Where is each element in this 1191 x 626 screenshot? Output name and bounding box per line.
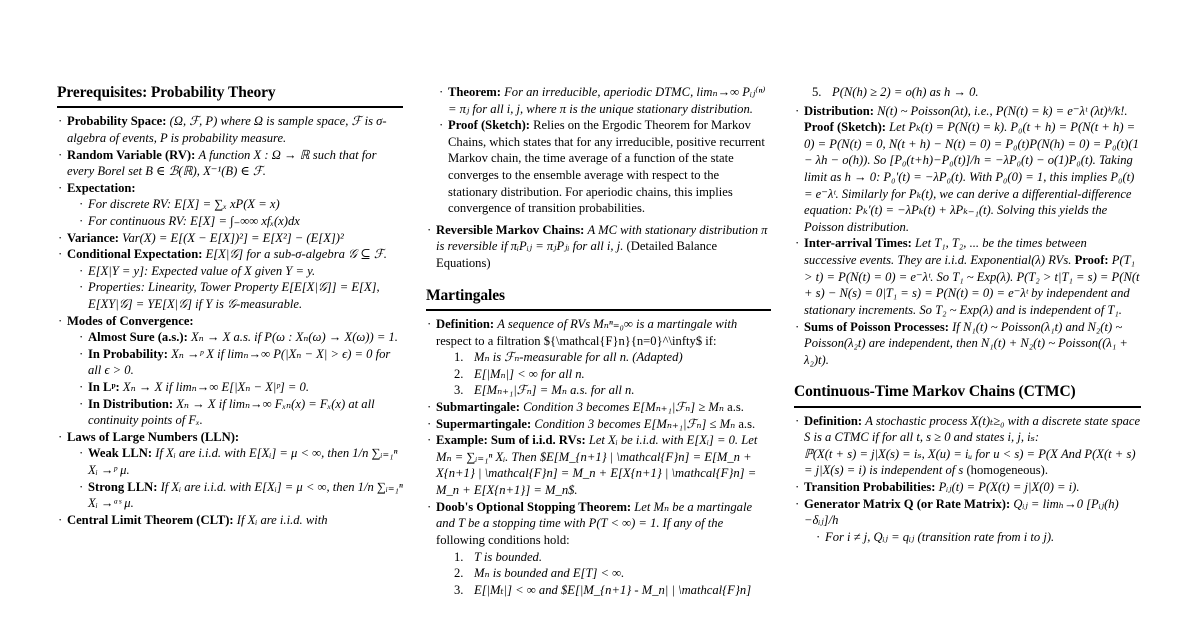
- term-doob-theorem: Doob's Optional Stopping Theorem:: [436, 499, 632, 514]
- ctmc-def-line-d: And P(X(t + s) = j|X(s) = i) is independent of s: [804, 446, 1136, 478]
- transition-probabilities-text: Pᵢⱼ(t) = P(X(t) = j|X(0) = i).: [938, 480, 1080, 495]
- term-submartingale: Submartingale:: [436, 400, 520, 415]
- term-example-sum-iid: Example: Sum of i.i.d. RVs:: [436, 433, 586, 448]
- section-heading-ctmc: Continuous-Time Markov Chains (CTMC): [794, 383, 1141, 407]
- interarrival-line-e: P(N(t) = 0) = e⁻λᵗ by independent and stationary: [804, 286, 1130, 317]
- weak-lln-line1: If Xᵢ are i.i.d. with E[Xᵢ] = μ < ∞, then: [155, 446, 350, 461]
- theorem-line3: stationary distribution.: [636, 101, 753, 116]
- ctmc-def-line-e: (homogeneous).: [966, 463, 1048, 478]
- list-item-poisson-distribution: [794, 103, 1141, 236]
- expectation-continuous: [79, 213, 403, 230]
- term-ctmc-definition: Definition:: [804, 413, 863, 428]
- martingale-condition-2: [454, 366, 771, 383]
- poisson-axioms-continued: [794, 84, 1141, 101]
- term-generator-matrix: Generator Matrix Q (or Rate Matrix):: [804, 496, 1011, 511]
- variance-line1: Var(X) = E[(X − E[X])²] = E[X²] −: [122, 230, 304, 245]
- distribution-line2: e⁻λᵗ (λt)ᵏ/k!.: [1067, 103, 1128, 118]
- poisson-axiom-5: [812, 84, 1141, 101]
- expectation-discrete-text: For discrete RV: E[X] = ∑ₓ xP(X = x): [88, 197, 280, 212]
- submartingale-line1: Condition 3 becomes E[Mₙ₊₁|ℱₙ] ≥ Mₙ: [523, 400, 724, 415]
- proof-sketch-text: Relies on the Ergodic Theorem for Markov Chains, which states that for any irreducible, positive recurrent Markov chain, the time average of a function of the state converges to the ensemble average with respect to the stationary distribution. For aperiodic chains, this implies convergence of transition probabilities.: [448, 118, 765, 216]
- rv-def-line2: every Borel set B ∈ ℬ(ℝ), X⁻¹(B) ∈ ℱ.: [67, 164, 266, 179]
- conditional-expectation-sublist: [67, 263, 403, 313]
- strong-lln: [79, 479, 403, 512]
- list-item-clt: [57, 512, 403, 529]
- cond-exp-given-y-text: E[X|Y = y]: Expected value of X given Y = y.: [88, 263, 316, 278]
- term-interarrival-times: Inter-arrival Times:: [804, 236, 912, 251]
- theorem-line1: For an irreducible, aperiodic DTMC,: [504, 85, 694, 99]
- term-clt: Central Limit Theorem (CLT):: [67, 512, 234, 527]
- list-item-example-sum-iid: [426, 432, 771, 498]
- distribution-line1: N(t) ~ Poisson(λt), i.e., P(N(t) = k) =: [877, 103, 1065, 118]
- doob-line2: and T be a stopping time with P(T < ∞) = 1. If any of the: [436, 516, 724, 531]
- martingale-condition-3: [454, 382, 771, 399]
- condition-2-text: E[|Mₙ|] < ∞ for all n.: [474, 366, 585, 381]
- almost-sure-line2: P(ω : Xₙ(ω) → X(ω)) = 1.: [264, 330, 398, 345]
- list-item-lln: [57, 429, 403, 512]
- column-3: [794, 84, 1141, 626]
- term-in-lp: In Lᵖ:: [88, 380, 120, 395]
- list-item-probability-space: [57, 113, 403, 146]
- doob-conditions: [436, 549, 771, 599]
- term-reversible-markov: Reversible Markov Chains:: [436, 222, 585, 237]
- reversible-line1: A MC with stationary: [587, 222, 697, 237]
- term-sums-poisson: Sums of Poisson Processes:: [804, 319, 949, 334]
- weak-lln: [79, 445, 403, 478]
- generator-line-b: limₕ→0 [Pᵢⱼ(h)−δᵢⱼ]/h: [804, 496, 1119, 528]
- term-theorem: Theorem:: [448, 85, 501, 99]
- dist-proof-line-e: limit as h → 0: P₀′(t) = −λP₀(t). With P₀(0) = 1, this: [804, 170, 1068, 185]
- term-in-distribution: In Distribution:: [88, 396, 174, 411]
- term-supermartingale: Supermartingale:: [436, 416, 532, 431]
- interarrival-line-d: P(T₂ > t|T₁ = s) = P(N(t + s) − N(s) = 0|T₁ = s) =: [804, 269, 1140, 301]
- interarrival-line-a: Let T₁, T₂, ... be the times between: [915, 236, 1087, 251]
- supermartingale-line1: Condition 3 becomes E[Mₙ₊₁|ℱₙ] ≤ Mₙ: [534, 416, 736, 431]
- list-item-proof-sketch: [438, 117, 771, 217]
- interarrival-line-f: increments. So T₂ ~ Exp(λ) and is independent of T₁.: [858, 302, 1122, 317]
- cond-exp-line2: ℱ.: [373, 247, 387, 262]
- list-item-transition-probabilities: [794, 479, 1141, 496]
- list-item-reversible-markov: [426, 222, 771, 272]
- definition-line2: respect to a filtration ${\mathcal{F}n}{n=0}^\infty$ if:: [436, 333, 717, 348]
- dist-proof-line-f: implies P₀(t) = e⁻λᵗ. Similarly for Pₖ(t), we can derive a: [804, 170, 1135, 201]
- expectation-sublist: [67, 196, 403, 229]
- definition-line1: A sequence of RVs Mₙⁿ₌₀∞ is a martingale with: [497, 316, 738, 331]
- list-item-expectation: [57, 180, 403, 230]
- example-line4: \mathcal{F}n] = M_n + E[X{n+1}] = M_n$.: [436, 466, 757, 498]
- term-almost-sure: Almost Sure (a.s.):: [88, 330, 188, 345]
- example-line1: Let Xᵢ be i.i.d. with E[Xᵢ] = 0.: [588, 433, 739, 448]
- dist-proof-line-b: P₀(t + h) = P(N(t + h) = 0) = P(N(t) = 0, N(t +: [804, 120, 1136, 151]
- term-dist-proof-sketch: Proof (Sketch):: [804, 120, 886, 135]
- probability-space-def-line2: σ-algebra of events, P is probability measure.: [67, 114, 387, 145]
- term-expectation: Expectation:: [67, 180, 136, 195]
- section-heading-prerequisites: Prerequisites: Probability Theory: [57, 84, 403, 108]
- generator-line-a: Qᵢⱼ =: [1013, 496, 1040, 511]
- convergence-almost-sure: [79, 329, 403, 346]
- weak-lln-line2: 1/n ∑ᵢ₌₁ⁿ Xᵢ →ᵖ μ.: [88, 446, 398, 478]
- poisson-axiom-5-text: P(N(h) ≥ 2) = o(h) as h → 0.: [832, 85, 979, 99]
- convergence-in-lp: [79, 379, 403, 396]
- ctmc-def-line-a: A stochastic process X(t)ₜ≥₀ with a discrete state: [865, 413, 1109, 428]
- list-item-submartingale: [426, 399, 771, 416]
- strong-lln-line2: 1/n ∑ᵢ₌₁ⁿ Xᵢ →ᵃˢ μ.: [88, 479, 403, 511]
- example-line2: Let Mₙ = ∑ᵢ₌₁ⁿ Xᵢ. Then $E[M_{n+1} | \mathcal{F}n] =: [436, 433, 758, 464]
- sums-line-c: N₂(t) ~ Poisson((λ₁ + λ₂)t).: [804, 336, 1128, 367]
- martingales-list: [426, 316, 771, 598]
- cond-exp-given-y: [79, 263, 403, 280]
- convergence-in-distribution: [79, 396, 403, 429]
- dist-proof-line-a: Let Pₖ(t) = P(N(t) = k).: [889, 120, 1008, 135]
- list-item-random-variable: [57, 147, 403, 180]
- dtmc-continued-list: [426, 84, 771, 217]
- dist-proof-line-d: o(h)). So [P₀(t+h)−P₀(t)]/h = −λP₀(t) − o(1)P₀(t). Taking: [842, 153, 1133, 168]
- strong-lln-line1: If Xᵢ are i.i.d. with E[Xᵢ] = μ < ∞, then: [160, 479, 355, 494]
- generator-sublist: [804, 529, 1141, 546]
- supermartingale-line2: a.s.: [738, 416, 756, 431]
- doob-condition-2-text: Mₙ is bounded and E[T] < ∞.: [474, 566, 625, 581]
- condition-1-text: Mₙ is ℱₙ-measurable for all n. (Adapted): [474, 350, 683, 365]
- term-distribution: Distribution:: [804, 103, 874, 118]
- ctmc-def-line-b: space S is a CTMC if for all t, s ≥ 0 and states i, j, iₛ:: [804, 413, 1141, 445]
- list-item-doob-optional-stopping: [426, 499, 771, 599]
- doob-condition-2: [454, 565, 771, 582]
- doob-line1: Let Mₙ be a martingale: [634, 499, 753, 514]
- reversible-line3: (Detailed Balance Equations): [436, 239, 718, 271]
- section-heading-martingales: Martingales: [426, 287, 771, 311]
- in-probability-line2: ϵ) = 0 for all ϵ > 0.: [88, 346, 391, 378]
- variance-line2: (E[X])²: [306, 230, 344, 245]
- submartingale-line2: a.s.: [727, 400, 744, 415]
- sums-line-a: If N₁(t) ~ Poisson(λ₁t) and: [952, 319, 1085, 334]
- lln-sublist: [67, 445, 403, 511]
- column-2: [426, 84, 771, 626]
- doob-condition-1-text: T is bounded.: [474, 549, 542, 564]
- generator-off-diagonal: [816, 529, 1141, 546]
- cond-exp-properties-line2: E[XY|𝒢] = YE[X|𝒢] if Y is 𝒢-measurable.: [88, 296, 303, 311]
- in-probability-line1: Xₙ →ᵖ X if limₙ→∞ P(|Xₙ − X| >: [171, 346, 339, 361]
- clt-text: If Xᵢ are i.i.d. with: [236, 512, 328, 527]
- term-weak-lln: Weak LLN:: [88, 446, 153, 461]
- convergence-in-probability: [79, 346, 403, 379]
- poisson-list: [794, 103, 1141, 369]
- cond-exp-line1: E[X|𝒢] for a sub-σ-algebra 𝒢 ⊆: [205, 247, 371, 262]
- list-item-conditional-expectation: [57, 246, 403, 312]
- sums-line-b: N₂(t) ~ Poisson(λ₂t) are independent, then N₁(t) +: [804, 319, 1123, 351]
- list-item-theorem: [438, 84, 771, 117]
- term-variance: Variance:: [67, 230, 119, 245]
- term-strong-lln: Strong LLN:: [88, 479, 158, 494]
- doob-condition-3-text: E[|Mₜ|] < ∞ and $E[|M_{n+1} - M_n| | \mathcal{F}n]: [474, 582, 752, 597]
- convergence-sublist: [67, 329, 403, 429]
- almost-sure-line1: Xₙ → X a.s. if: [190, 330, 262, 345]
- list-item-martingale-definition: [426, 316, 771, 399]
- column-1: [57, 84, 403, 626]
- rv-def-line1: A function X : Ω → ℝ such that for: [198, 147, 377, 162]
- in-distribution-line2: at all continuity points of Fₓ.: [88, 396, 375, 428]
- doob-condition-1: [454, 549, 771, 566]
- doob-line3: following conditions hold:: [436, 532, 570, 547]
- martingale-condition-1: [454, 349, 771, 366]
- generator-off-diagonal-text: For i ≠ j, Qᵢⱼ = qᵢⱼ (transition rate from i to j).: [825, 529, 1055, 544]
- martingale-conditions: [436, 349, 771, 399]
- probability-space-def-line1: (Ω, ℱ, P) where Ω is sample space, ℱ is: [169, 114, 373, 129]
- dist-proof-line-g: differential-difference equation: Pₖ′(t) = −λPₖ(t) +: [804, 186, 1132, 218]
- condition-3-text: E[Mₙ₊₁|ℱₙ] = Mₙ a.s. for all n.: [474, 383, 635, 398]
- doob-condition-3: [454, 582, 771, 599]
- expectation-discrete: [79, 196, 403, 213]
- list-item-modes-of-convergence: [57, 313, 403, 429]
- dist-proof-line-h: λPₖ₋₁(t). Solving this yields the Poisson distribution.: [804, 203, 1108, 234]
- prereq-list: [57, 113, 403, 528]
- expectation-continuous-text: For continuous RV: E[X] = ∫₋∞∞ xfₓ(x)dx: [88, 213, 300, 228]
- term-probability-space: Probability Space:: [67, 114, 167, 129]
- reversible-list: [426, 222, 771, 272]
- term-conditional-expectation: Conditional Expectation:: [67, 247, 203, 262]
- dist-proof-line-c: h) − N(t) = 0) = P₀(t)P(N(h) = 0) = P₀(t)(1 − λh −: [804, 136, 1139, 168]
- interarrival-line-c: P(T₁ > t) = P(N(t) = 0) = e⁻λᵗ. So T₁ ~ Exp(λ).: [804, 253, 1136, 284]
- term-interarrival-proof: Proof:: [1074, 253, 1109, 268]
- theorem-line2: limₙ→∞ Pᵢⱼ⁽ⁿ⁾ = πⱼ for all i, j, where π is the unique: [448, 85, 766, 116]
- term-in-probability: In Probability:: [88, 346, 168, 361]
- three-column-layout: [57, 84, 1144, 626]
- list-item-supermartingale: [426, 416, 771, 433]
- term-lln: Laws of Large Numbers (LLN):: [67, 429, 240, 444]
- cond-exp-properties: [79, 279, 403, 312]
- in-distribution-line1: Xₙ → X if limₙ→∞ Fₓₙ(x) = Fₓ(x): [176, 396, 346, 411]
- term-definition: Definition:: [436, 316, 495, 331]
- ctmc-list: [794, 413, 1141, 546]
- list-item-generator-matrix: [794, 496, 1141, 546]
- term-modes-of-convergence: Modes of Convergence:: [67, 313, 194, 328]
- in-lp-text: Xₙ → X if limₙ→∞ E[|Xₙ − X|ᵖ] = 0.: [122, 380, 310, 395]
- cond-exp-properties-line1: Properties: Linearity, Tower Property E[E[X|𝒢]] = E[X],: [88, 280, 380, 295]
- term-random-variable: Random Variable (RV):: [67, 147, 196, 162]
- list-item-variance: [57, 230, 403, 247]
- list-item-interarrival-times: [794, 235, 1141, 318]
- ctmc-def-line-c: ℙ(X(t + s) = j|X(s) = iₛ, X(u) = iᵤ for u < s) = P(X: [804, 446, 1058, 461]
- example-line3: E[M_n + X{n+1} | \mathcal{F}n] = M_n + E[X{n+1} |: [436, 449, 752, 481]
- reversible-line2: distribution π is reversible if πᵢPᵢⱼ = πⱼPⱼᵢ for all i, j.: [436, 222, 768, 254]
- list-item-sums-poisson: [794, 319, 1141, 369]
- term-proof-sketch: Proof (Sketch):: [448, 118, 530, 133]
- interarrival-line-b: successive events. They are i.i.d. Exponential(λ) RVs.: [804, 253, 1072, 268]
- list-item-ctmc-definition: [794, 413, 1141, 479]
- term-transition-probabilities: Transition Probabilities:: [804, 480, 936, 495]
